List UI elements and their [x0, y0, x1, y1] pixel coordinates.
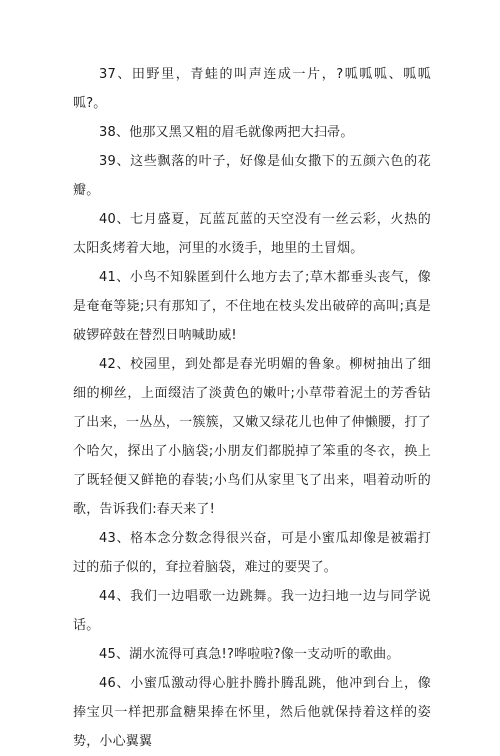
document-body [73, 60, 431, 756]
paragraph-38: 38、他那又黑又粗的眉毛就像两把大扫帚。 [99, 125, 354, 140]
paragraph-45: 45、湖水流得可真急!?哗啦啦?像一支动听的歌曲。 [99, 647, 400, 662]
paragraph-44: 44、我们一边唱歌一边跳舞。我一边扫地一边与同学说话。 [73, 589, 431, 633]
paragraph-43: 43、格本念分数念得很兴奋，可是小蜜瓜却像是被霜打过的茄子似的，耷拉着脑袋，难过的要哭了。 [73, 531, 431, 575]
paragraph-46: 46、小蜜瓜激动得心脏扑腾扑腾乱跳，他冲到台上，像捧宝贝一样把那盒糖果捧在怀里，然后他就保持着这样的姿势，小心翼翼 [73, 676, 431, 749]
paragraph-39: 39、这些飘落的叶子，好像是仙女撒下的五颜六色的花瓣。 [73, 154, 431, 198]
paragraph-40: 40、七月盛夏，瓦蓝瓦蓝的天空没有一丝云彩，火热的太阳炙烤着大地，河里的水烫手，地里的土冒烟。 [73, 212, 431, 256]
paragraph-37: 37、田野里，青蛙的叫声连成一片，?呱呱呱、呱呱呱?。 [73, 67, 431, 111]
paragraph-42: 42、校园里，到处都是春光明媚的鲁象。柳树抽出了细细的柳丝，上面缀洁了淡黄色的嫩叶;小草带着泥土的芳香钻了出来，一丛丛，一簇簇，又嫩又绿花儿也伸了伸懒腰，打了个哈欠，探出了小脑袋;小朋友们都脱掉了笨重的冬衣，换上了既轻便又鲜艳的春装;小鸟们从家里飞了出来，唱着动听的歌，告诉我们:春天来了! [73, 357, 431, 517]
paragraph-41: 41、小鸟不知躲匿到什么地方去了;草木都垂头丧气，像是奄奄等毙;只有那知了，不住地在枝头发出破碎的高叫;真是破锣碎鼓在替烈日呐喊助威! [73, 270, 431, 343]
